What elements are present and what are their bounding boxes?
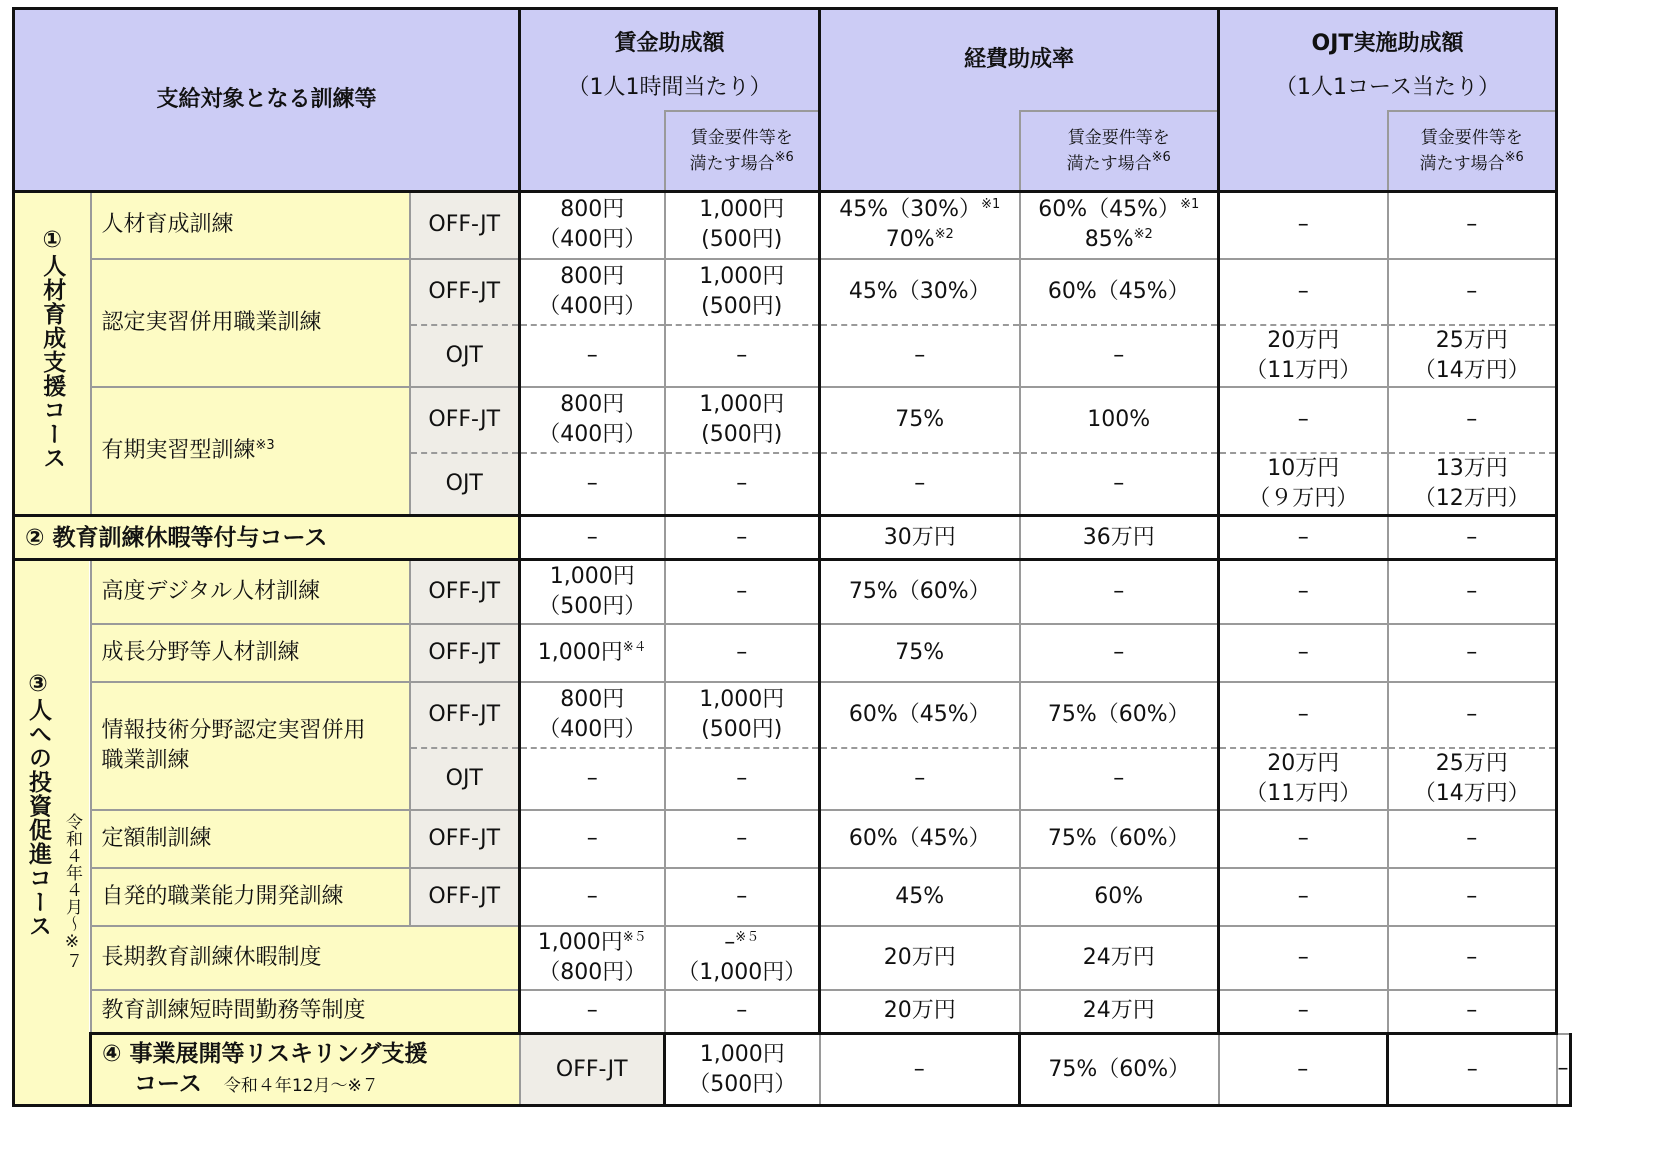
course1-r5-cost-a: – — [820, 453, 1020, 516]
course3-r2-wage-r: – — [665, 624, 820, 682]
course3-r6-ojt: – — [1219, 868, 1388, 926]
course3-r6-ojt-r: – — [1388, 868, 1557, 926]
course1-r2-type: OFF-JT — [410, 259, 520, 325]
course2-ojt: – — [1219, 516, 1388, 560]
header-cost-title: 経費助成率 — [820, 9, 1219, 112]
course3-r1-wage: 1,000円 （500円） — [520, 560, 665, 624]
table-row — [14, 682, 1571, 748]
course2-ojt-r: – — [1388, 516, 1557, 560]
header-cost-base — [820, 111, 1020, 191]
course1-r2-cost-a: 45%（30%） — [820, 259, 1020, 325]
course1-r3-ojt: 20万円 （11万円） — [1219, 325, 1388, 387]
course3-period: 令和４年４月〜※７ — [62, 813, 82, 969]
course3-r5-type: OFF-JT — [410, 810, 520, 868]
course3-r3-wage-r: 1,000円 (500円) — [665, 682, 820, 748]
course2-wage: – — [520, 516, 665, 560]
course3-r6-wage: – — [520, 868, 665, 926]
course1-r2-cost-b: 60%（45%） — [1020, 259, 1219, 325]
course4-cost-a: 75%（60%） — [1020, 1034, 1219, 1106]
header-wage-sub: （1人1時間当たり） — [567, 75, 772, 100]
course1-r4-cost-a: 75% — [820, 387, 1020, 453]
course3-r8-wage: – — [520, 990, 665, 1034]
course3-r3-cost-b: 75%（60%） — [1020, 682, 1219, 748]
course1-r5-cost-b: – — [1020, 453, 1219, 516]
course1-r4-ojt-r: – — [1388, 387, 1557, 453]
table-row — [14, 868, 1571, 926]
course2-label: ② 教育訓練休暇等付与コース — [14, 516, 520, 560]
header-ojt-title: OJT実施助成額 — [1311, 31, 1464, 56]
course3-r6-wage-r: – — [665, 868, 820, 926]
header-ojt — [1219, 9, 1557, 112]
course1-r3-wage: – — [520, 325, 665, 387]
subsidy-table-wrapper — [12, 7, 1572, 1107]
course3-r5-name: 定額制訓練 — [91, 810, 410, 868]
course3-r2-ojt: – — [1219, 624, 1388, 682]
course3-r2-name: 成長分野等人材訓練 — [91, 624, 410, 682]
course3-r2-type: OFF-JT — [410, 624, 520, 682]
course1-r3-type: OJT — [410, 325, 520, 387]
course3-r4-wage-r: – — [665, 748, 820, 810]
course2-cost-b: 36万円 — [1020, 516, 1219, 560]
course3-r1-wage-r: – — [665, 560, 820, 624]
course1-r1-wage-r: 1,000円 (500円) — [665, 191, 820, 259]
course1-r3-ojt-r: 25万円 （14万円） — [1388, 325, 1557, 387]
course3-r1-type: OFF-JT — [410, 560, 520, 624]
course1-r1-type: OFF-JT — [410, 191, 520, 259]
course3-r1-cost-a: 75%（60%） — [820, 560, 1020, 624]
course1-r2-ojt: – — [1219, 259, 1388, 325]
table-row — [14, 387, 1571, 453]
course1-r1-ojt: – — [1219, 191, 1388, 259]
table-row — [14, 259, 1571, 325]
course1-r3-cost-b: – — [1020, 325, 1219, 387]
table-row — [14, 990, 1571, 1034]
course3-r7-ojt: – — [1219, 926, 1388, 990]
header-wage-req: 賃金要件等を 満たす場合$^{※6}$ — [665, 111, 820, 191]
course1-r4-wage-r: 1,000円 (500円) — [665, 387, 820, 453]
course3-r4-wage: – — [520, 748, 665, 810]
course3-r7-cost-b: 24万円 — [1020, 926, 1219, 990]
course2-cost-a: 30万円 — [820, 516, 1020, 560]
course4-wage: 1,000円 （500円） — [665, 1034, 820, 1106]
course3-r6-cost-b: 60% — [1020, 868, 1219, 926]
course3-r8-ojt: – — [1219, 990, 1388, 1034]
course1-r1-cost-a: $45\%(30\%)^{※1}$ 70%$^{※2}$ — [820, 191, 1020, 259]
course3-r2-cost-b: – — [1020, 624, 1219, 682]
course1-r4-type: OFF-JT — [410, 387, 520, 453]
course3-label: ③人への投資促進コース — [25, 671, 51, 938]
course1-r4-cost-b: 100% — [1020, 387, 1219, 453]
course3-r2-cost-a: 75% — [820, 624, 1020, 682]
course1-r3-cost-a: – — [820, 325, 1020, 387]
header-ojt-base — [1219, 111, 1388, 191]
course3-r3-name: 情報技術分野認定実習併用 職業訓練 — [91, 682, 410, 810]
course1-r3-wage-r: – — [665, 325, 820, 387]
course3-r5-wage-r: – — [665, 810, 820, 868]
course1-r2-wage: 800円 （400円） — [520, 259, 665, 325]
course3-r6-cost-a: 45% — [820, 868, 1020, 926]
course3-r1-ojt-r: – — [1388, 560, 1557, 624]
course3-r3-wage: 800円 （400円） — [520, 682, 665, 748]
table-row — [14, 516, 1571, 560]
course3-r6-name: 自発的職業能力開発訓練 — [91, 868, 410, 926]
course3-r3-ojt-r: – — [1388, 682, 1557, 748]
course3-r3-cost-a: 60%（45%） — [820, 682, 1020, 748]
course3-r8-cost-b: 24万円 — [1020, 990, 1219, 1034]
course1-r5-wage: – — [520, 453, 665, 516]
course3-r2-ojt-r: – — [1388, 624, 1557, 682]
course3-r8-name: 教育訓練短時間勤務等制度 — [91, 990, 520, 1034]
course4-wage-r: – — [820, 1034, 1020, 1106]
course1-r4-name: 有期実習型訓練$^{※3}$ — [91, 387, 410, 516]
header-wage — [520, 9, 820, 112]
course3-r1-name: 高度デジタル人材訓練 — [91, 560, 410, 624]
course1-r2-ojt-r: – — [1388, 259, 1557, 325]
course3-r4-cost-a: – — [820, 748, 1020, 810]
table-row — [14, 624, 1571, 682]
course3-r7-cost-a: 20万円 — [820, 926, 1020, 990]
course1-r2-wage-r: 1,000円 (500円) — [665, 259, 820, 325]
course3-r7-wage: 1,000円$^{※5}$ （800円） — [520, 926, 665, 990]
course3-r7-name: 長期教育訓練休暇制度 — [91, 926, 520, 990]
header-ojt-req: 賃金要件等を 満たす場合$^{※6}$ — [1388, 111, 1557, 191]
course1-r4-ojt: – — [1219, 387, 1388, 453]
course1-r5-type: OJT — [410, 453, 520, 516]
course1-r5-ojt: 10万円 （９万円） — [1219, 453, 1388, 516]
course1-r5-ojt-r: 13万円 （12万円） — [1388, 453, 1557, 516]
course4-type: OFF-JT — [520, 1034, 665, 1106]
table-row — [14, 926, 1571, 990]
course1-r2-name: 認定実習併用職業訓練 — [91, 259, 410, 387]
course3-r8-ojt-r: – — [1388, 990, 1557, 1034]
course3-r6-type: OFF-JT — [410, 868, 520, 926]
course3-r5-cost-b: 75%（60%） — [1020, 810, 1219, 868]
course1-label: ①人材育成支援コース — [39, 227, 66, 471]
course3-r7-ojt-r: – — [1388, 926, 1557, 990]
course3-r8-cost-a: 20万円 — [820, 990, 1020, 1034]
course3-r5-wage: – — [520, 810, 665, 868]
table-row — [14, 1034, 1571, 1106]
table-row — [14, 810, 1571, 868]
course3-r2-wage: 1,000円$^{※4}$ — [520, 624, 665, 682]
course2-wage-r: – — [665, 516, 820, 560]
course3-r4-ojt: 20万円 （11万円） — [1219, 748, 1388, 810]
course1-r1-name: 人材育成訓練 — [91, 191, 410, 259]
course4-ojt-r: – — [1557, 1034, 1571, 1106]
table-row — [14, 560, 1571, 624]
course3-r5-cost-a: 60%（45%） — [820, 810, 1020, 868]
course3-r5-ojt-r: – — [1388, 810, 1557, 868]
course3-r7-wage-r: –$^{※5}$ （1,000円） — [665, 926, 820, 990]
table-row — [14, 191, 1571, 259]
course1-r1-wage: 800円 （400円） — [520, 191, 665, 259]
header-target: 支給対象となる訓練等 — [14, 9, 520, 192]
course3-r8-wage-r: – — [665, 990, 820, 1034]
course3-r1-ojt: – — [1219, 560, 1388, 624]
subsidy-table — [12, 7, 1572, 1107]
course1-r5-wage-r: – — [665, 453, 820, 516]
course3-r5-ojt: – — [1219, 810, 1388, 868]
course4-cost-b: – — [1219, 1034, 1388, 1106]
course1-r4-wage: 800円 （400円） — [520, 387, 665, 453]
course3-r4-cost-b: – — [1020, 748, 1219, 810]
course1-r1-cost-b: $60\%(45\%)^{※1}$ 85%$^{※2}$ — [1020, 191, 1219, 259]
course4-label: ④ 事業展開等リスキリング支援 コース 令和４年12月〜※７ — [91, 1034, 520, 1106]
course1-label-cell — [14, 191, 91, 516]
course4-ojt: – — [1388, 1034, 1557, 1106]
course3-r3-ojt: – — [1219, 682, 1388, 748]
course1-r1-ojt-r: – — [1388, 191, 1557, 259]
course3-label-cell — [14, 560, 91, 1106]
course3-r3-type: OFF-JT — [410, 682, 520, 748]
header-wage-title: 賃金助成額 — [614, 31, 725, 56]
course3-r4-ojt-r: 25万円 （14万円） — [1388, 748, 1557, 810]
header-wage-base — [520, 111, 665, 191]
course3-r1-cost-b: – — [1020, 560, 1219, 624]
header-cost-req: 賃金要件等を 満たす場合$^{※6}$ — [1020, 111, 1219, 191]
course3-r4-type: OJT — [410, 748, 520, 810]
header-ojt-sub: （1人1コース当たり） — [1275, 75, 1500, 100]
